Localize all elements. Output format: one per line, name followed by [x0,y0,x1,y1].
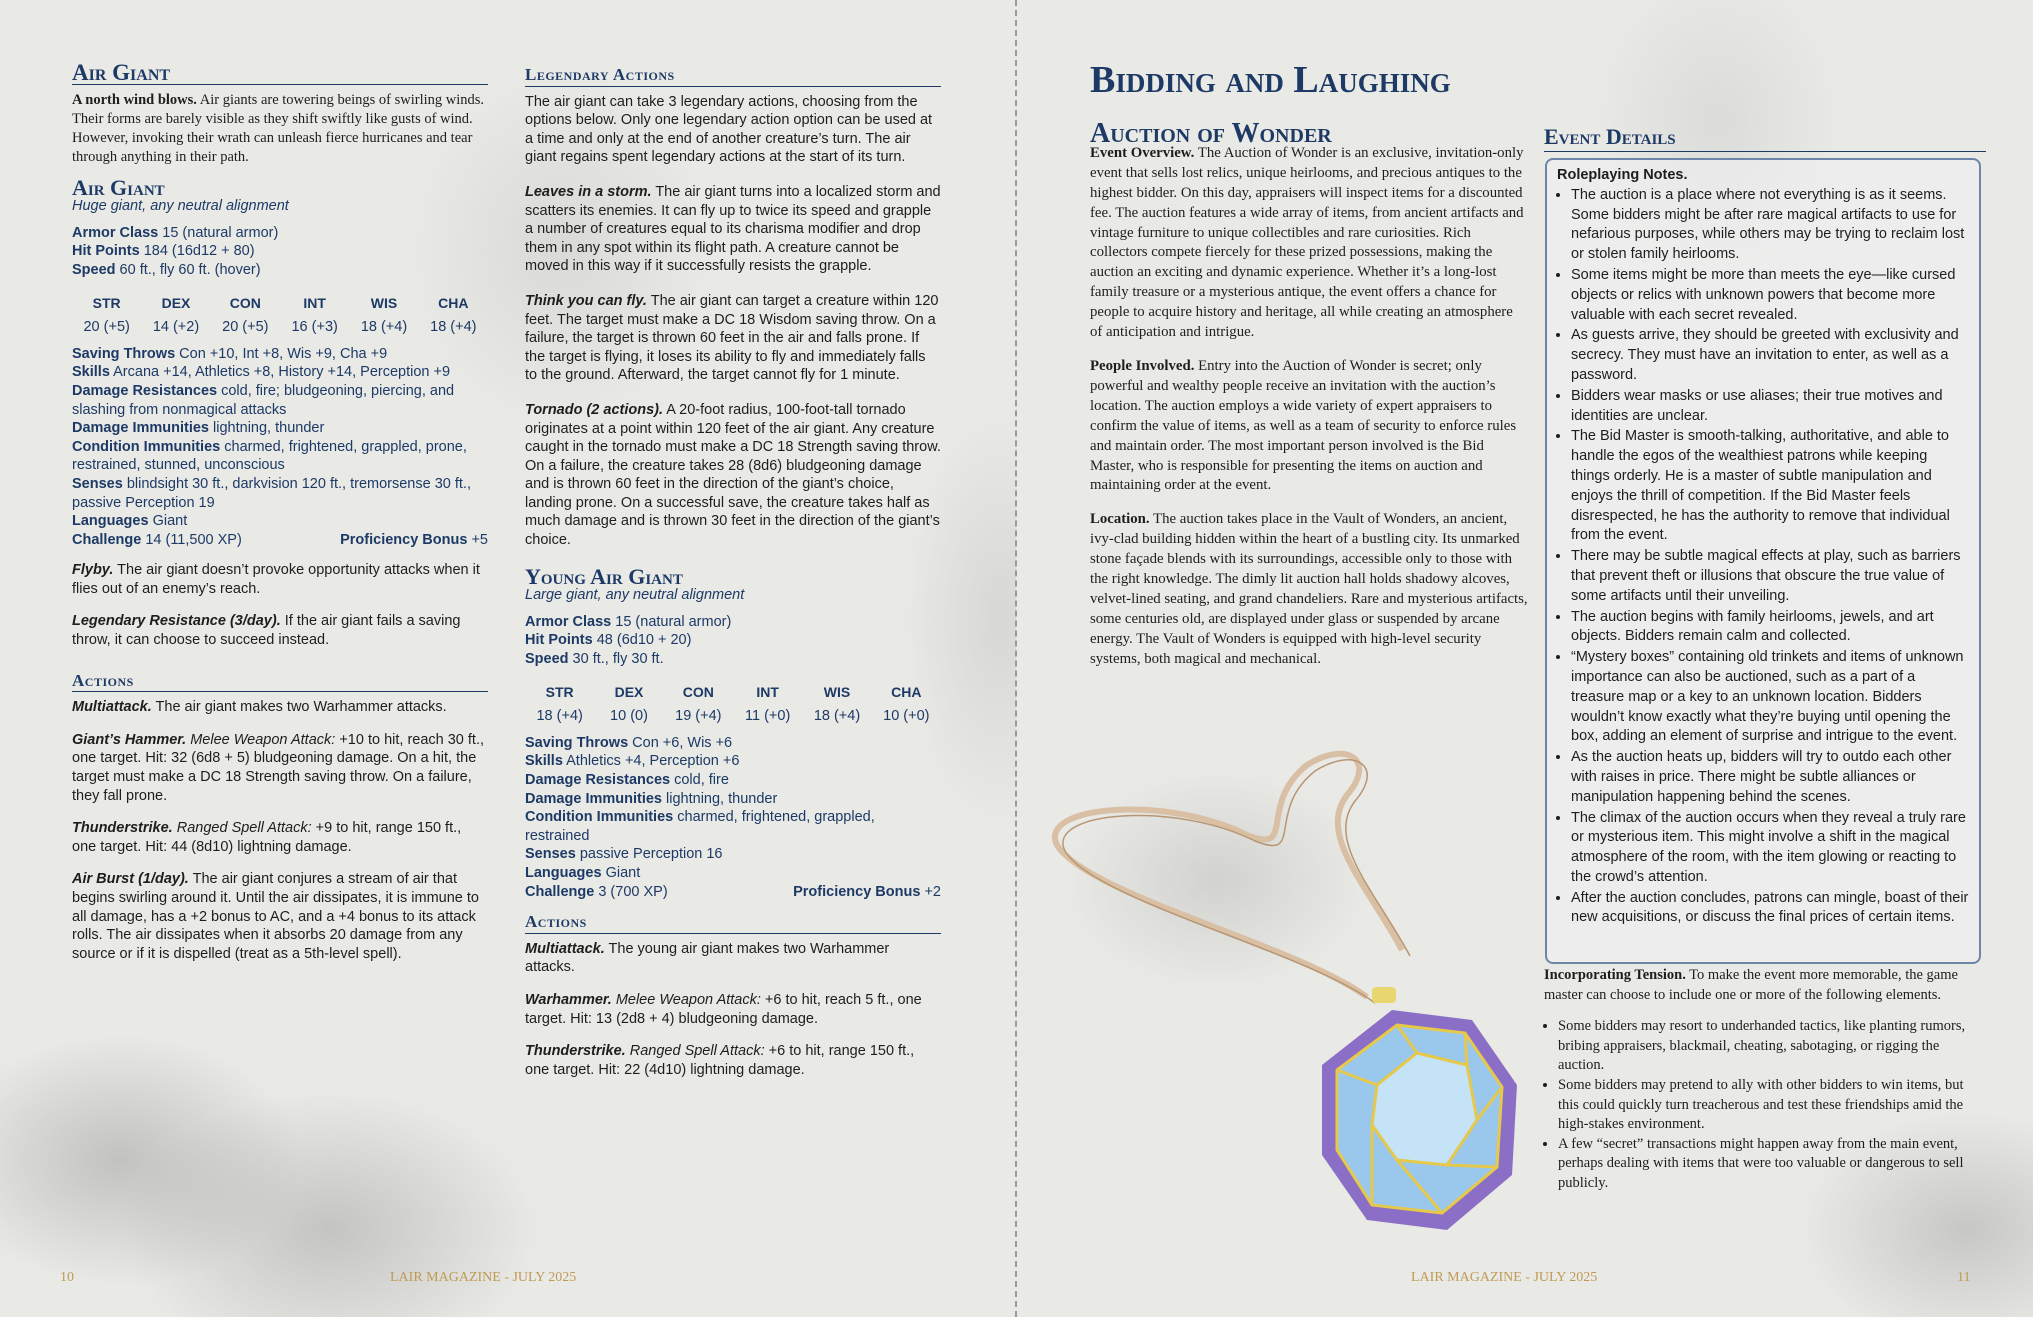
trait-flyby: Flyby. The air giant doesn’t provoke opportunity attacks when it flies out of an enemy’s reach. [72,562,480,597]
right-page [1017,0,2033,1317]
list-item: • Some items might be more than meets the eye—like cursed objects or relics with unknown powers that become more valuable with each secret revealed. [1571,266,1969,325]
amulet-cord [1055,754,1410,1003]
left-page [0,0,1016,1317]
location-paragraph: Location. The auction takes place in the Vault of Wonders, an ancient, ivy-clad building hidden within the heart of a bustling city. Its unmarked stone façade blends with its surroundings, accessible only to those with the right knowledge. The dimly lit auction hall holds shadowy alcoves, velvet-lined seating, and grand chandeliers. Rare and mysterious artifacts, some centuries old, are displayed under glass or suspended by arcane energy. The Vault of Wonders is equipped with high-level security systems, both magical and mechanical. [1090,511,1528,667]
roleplaying-heading: Roleplaying Notes. [1557,167,1688,183]
young-action-multiattack: Multiattack. The young air giant makes two Warhammer attacks. [525,940,890,976]
amulet-clasp [1372,987,1396,1003]
overview-paragraph: Event Overview. The Auction of Wonder is an exclusive, invitation-only event that sells lost relics, unique heirlooms, and precious antiques to the highest bidder. On this day, appraisers will inspect items for a discounted fee. The auction features a wide array of items, from ancient artifacts and vintage furniture to unique collectibles and rare curiosities. Rich collectors compete fiercely for these prized possessions, making the auction an exciting and dynamic experience. Whether it’s a long-lost family treasure or a mysterious antique, the event offers a chance for people to acquire history and heritage, all while creating an atmosphere of anticipation and intrigue. [1090,144,1524,341]
young-challenge-line: Challenge 3 (700 XP) Proficiency Bonus +2 [525,883,941,900]
intro-lead: A north wind blows. [72,91,197,108]
legendary-actions-heading: Legendary Actions [525,66,941,87]
armor-class-line: Armor Class 15 (natural armor) [72,224,279,241]
statblock-name: Air Giant [72,174,165,200]
young-languages-line: Languages Giant [525,864,641,881]
action-air-burst: Air Burst (1/day). The air giant conjures a stream of air that begins swirling around it. Until the air dissipates, it is immune to all damage, has a +2 bonus to AC, and a +4 bonus to its attack rolls. The air dissipates when it absorbs 20 damage from any source or if it is dispelled (treat as a 5th-level spell). [72,871,479,962]
hit-points-line: Hit Points 184 (16d12 + 80) [72,243,255,260]
left-column-1 [72,60,488,972]
section-title: Auction of Wonder [1090,118,1332,149]
young-ability-con: CON 19 (+4) [675,683,722,725]
senses-line: Senses blindsight 30 ft., darkvision 120 ft., tremorsense 30 ft., passive Perception 19 [72,475,471,511]
left-column-2 [525,66,941,1088]
air-giant-heading: Air Giant [72,64,488,85]
tension-section [1544,966,1984,1194]
action-giants-hammer: Giant’s Hammer. Melee Weapon Attack: +10 to hit, reach 30 ft., one target. Hit: 32 (6d8 + 5) bludgeoning damage. On a hit, the target must make a DC 18 Strength saving throw. On a failure, they fall prone. [72,731,485,804]
young-ability-dex: DEX 10 (0) [610,683,648,725]
action-multiattack: Multiattack. The air giant makes two Warhammer attacks. [72,699,447,716]
action-thunderstrike: Thunderstrike. Ranged Spell Attack: +9 to hit, range 150 ft., one target. Hit: 44 (8d10) lightning damage. [72,820,462,855]
right-footer-title: LAIR MAGAZINE - JULY 2025 [1411,1270,1598,1285]
ability-con: CON 20 (+5) [222,294,269,336]
list-item: • Bidders wear masks or use aliases; their true motives and identities are unclear. [1571,387,1969,427]
intro-paragraph [72,91,488,167]
young-ability-cha: CHA 10 (+0) [883,683,930,725]
ability-scores [72,294,488,337]
page-title: Bidding and Laughing [1090,59,1451,101]
young-action-thunderstrike: Thunderstrike. Ranged Spell Attack: +6 to hit, range 150 ft., one target. Hit: 22 (4d10) lightning damage. [525,1043,915,1078]
young-damage-resistances-line: Damage Resistances cold, fire [525,772,729,788]
young-air-giant-statblock [525,563,941,1080]
amulet-illustration [1047,735,1577,1275]
ability-cha: CHA 18 (+4) [430,294,477,336]
young-ability-str: STR 18 (+4) [536,683,583,725]
list-item: • As the auction heats up, bidders will try to outdo each other with raises in price. There might be subtle alliances or manipulation happening behind the scenes. [1571,748,1969,807]
young-senses-line: Senses passive Perception 16 [525,846,723,863]
list-item: • After the auction concludes, patrons can mingle, boast of their new acquisitions, or discuss the final prices of certain items. [1571,889,1969,929]
list-item: • The Bid Master is smooth-talking, authoritative, and able to handle the egos of the wealthiest patrons while keeping things orderly. He is a master of subtle manipulation and enjoys the thrill of competition. If the Bid Master feels disrespected, he has the authority to remove that individual from the event. [1571,427,1969,546]
list-item: • As guests arrive, they should be greeted with exclusivity and secrecy. They must have an invitation to enter, as well as a password. [1571,326,1969,385]
legendary-tornado: Tornado (2 actions). A 20-foot radius, 100-foot-tall tornado originates at a point within 120 feet of the air giant. Any creature caught in the tornado must make a DC 18 Strength saving throw. On a failure, the creature takes 28 (8d6) bludgeoning damage and is thrown 60 feet in the direction of the giant’s choice, landing prone. On a successful save, the creature takes half as much damage and is thrown 30 feet in the direction of the giant’s choice. [525,401,941,549]
young-armor-class-line: Armor Class 15 (natural armor) [525,613,732,630]
young-ability-scores [525,683,941,726]
list-item: • Some bidders may pretend to ally with other bidders to win items, but this could quickly turn treacherous and test these friendships amid the high-stakes environment. [1558,1076,1984,1135]
list-item: • There may be subtle magical effects at play, such as barriers that prevent theft or illusions that obscure the true value of some artifacts until their unveiling. [1571,547,1969,606]
statblock-type: Huge giant, any neutral alignment [72,198,289,215]
damage-resistances-line: Damage Resistances cold, fire; bludgeoning, piercing, and slashing from nonmagical attacks [72,382,455,418]
list-item: • Some bidders may resort to underhanded tactics, like planting rumors, bribing appraisers, blackmail, cheating, sabotaging, or rigging the auction. [1558,1017,1984,1076]
tension-list [1544,1017,1984,1193]
legendary-leaves-in-a-storm: Leaves in a storm. The air giant turns into a localized storm and scatters its enemies. It can fly up to twice its speed and grapple a number of creatures equal to its charisma modifier and drop them in any spot within its flight path. A creature cannot be moved in this way if it successfully resists the grapple. [525,183,941,275]
ability-dex: DEX 14 (+2) [152,294,200,336]
young-action-warhammer: Warhammer. Melee Weapon Attack: +6 to hit, reach 5 ft., one target. Hit: 13 (2d8 + 4) bludgeoning damage. [525,991,922,1027]
actions-heading: Actions [72,672,488,693]
event-details-heading: Event Details [1544,124,1986,152]
list-item: • “Mystery boxes” containing old trinkets and items of unknown importance can also be auctioned, such as a part of a treasure map or a key to an unknown location. Bidders wouldn’t know exactly what they’re buying until opening the box, adding an element of surprise and intrigue to the event. [1571,648,1969,747]
young-skills-line: Skills Athletics +4, Perception +6 [525,753,740,770]
young-ability-int: INT 11 (+0) [745,683,791,725]
left-page-number: 10 [60,1270,74,1285]
young-actions-heading: Actions [525,913,941,934]
list-item: • A few “secret” transactions might happen away from the main event, perhaps dealing with items that were too valuable or dangerous to sell publicly. [1558,1135,1984,1194]
ability-wis: WIS 18 (+4) [360,294,408,336]
ability-int: INT 16 (+3) [291,294,338,336]
legendary-think-you-can-fly: Think you can fly. The air giant can target a creature within 120 feet. The target must make a DC 18 Wisdom saving throw. On a failure, the target is thrown 60 feet in the air and falls prone. If the target is flying, it loses its ability to fly and immediately falls to the ground. Afterward, the target cannot fly for 1 minute. [525,292,939,384]
ability-str: STR 20 (+5) [83,294,130,336]
tension-paragraph: Incorporating Tension. To make the event more memorable, the game master can choose to include one or more of the following elements. [1544,967,1958,1003]
languages-line: Languages Giant [72,513,188,530]
young-ability-wis: WIS 18 (+4) [813,683,861,725]
roleplaying-list [1557,186,1969,928]
list-item: • The auction begins with family heirlooms, jewels, and art objects. Bidders remain calm and collected. [1571,608,1969,648]
air-giant-statblock [72,174,488,964]
young-statblock-type: Large giant, any neutral alignment [525,587,745,604]
young-hit-points-line: Hit Points 48 (6d10 + 20) [525,632,692,649]
left-footer-title: LAIR MAGAZINE - JULY 2025 [390,1270,577,1285]
legendary-intro: The air giant can take 3 legendary actions, choosing from the options below. Only one legendary action option can be used at a time and only at the end of another creature’s turn. The air giant regains spent legendary actions at the start of its turn. [525,93,933,166]
young-saving-throws-line: Saving Throws Con +6, Wis +6 [525,734,733,751]
damage-immunities-line: Damage Immunities lightning, thunder [72,420,325,437]
skills-line: Skills Arcana +14, Athletics +8, History +14, Perception +9 [72,364,451,381]
challenge-line: Challenge 14 (11,500 XP) Proficiency Bonus +5 [72,531,488,548]
roleplaying-notes-box [1545,158,1981,964]
list-item: • The auction is a place where not everything is as it seems. Some bidders might be after rare magical artifacts to use for nefarious purposes, while others may be trying to reclaim lost or stolen family heirlooms. [1571,186,1969,265]
speed-line: Speed 60 ft., fly 60 ft. (hover) [72,261,261,278]
intro-text: Air giants are towering beings of swirling winds. Their forms are barely visible as they shift swiftly like gusts of wind. However, invoking their wrath can unleash fierce hurricanes and tear through anything in their path. [72,91,485,165]
list-item: • The climax of the auction occurs when they reveal a truly rare or mysterious item. This might involve a shift in the magical atmosphere of the room, with the item glowing or reacting to the crowd’s attention. [1571,809,1969,888]
condition-immunities-line: Condition Immunities charmed, frightened, grappled, prone, restrained, stunned, unconscious [72,438,467,474]
young-damage-immunities-line: Damage Immunities lightning, thunder [525,790,778,807]
saving-throws-line: Saving Throws Con +10, Int +8, Wis +9, Cha +9 [72,345,388,362]
auction-column [1090,118,1528,679]
young-statblock-name: Young Air Giant [525,563,683,589]
people-paragraph: People Involved. Entry into the Auction of Wonder is secret; only powerful and wealthy people receive an invitation with the auction’s location. The auction employs a wide variety of expert appraisers to confirm the value of items, as well as a team of security to enforce rules and maintain order. The most important person involved is the Bid Master, who is responsible for presenting the items on auction and maintaining order at the event. [1090,357,1517,494]
young-condition-immunities-line: Condition Immunities charmed, frightened, grappled, restrained [525,809,875,844]
young-speed-line: Speed 30 ft., fly 30 ft. [525,651,664,668]
right-page-number: 11 [1957,1270,1971,1285]
amulet-gem [1322,1010,1517,1230]
trait-legendary-resistance: Legendary Resistance (3/day). If the air giant fails a saving throw, it can choose to succeed instead. [72,613,461,649]
